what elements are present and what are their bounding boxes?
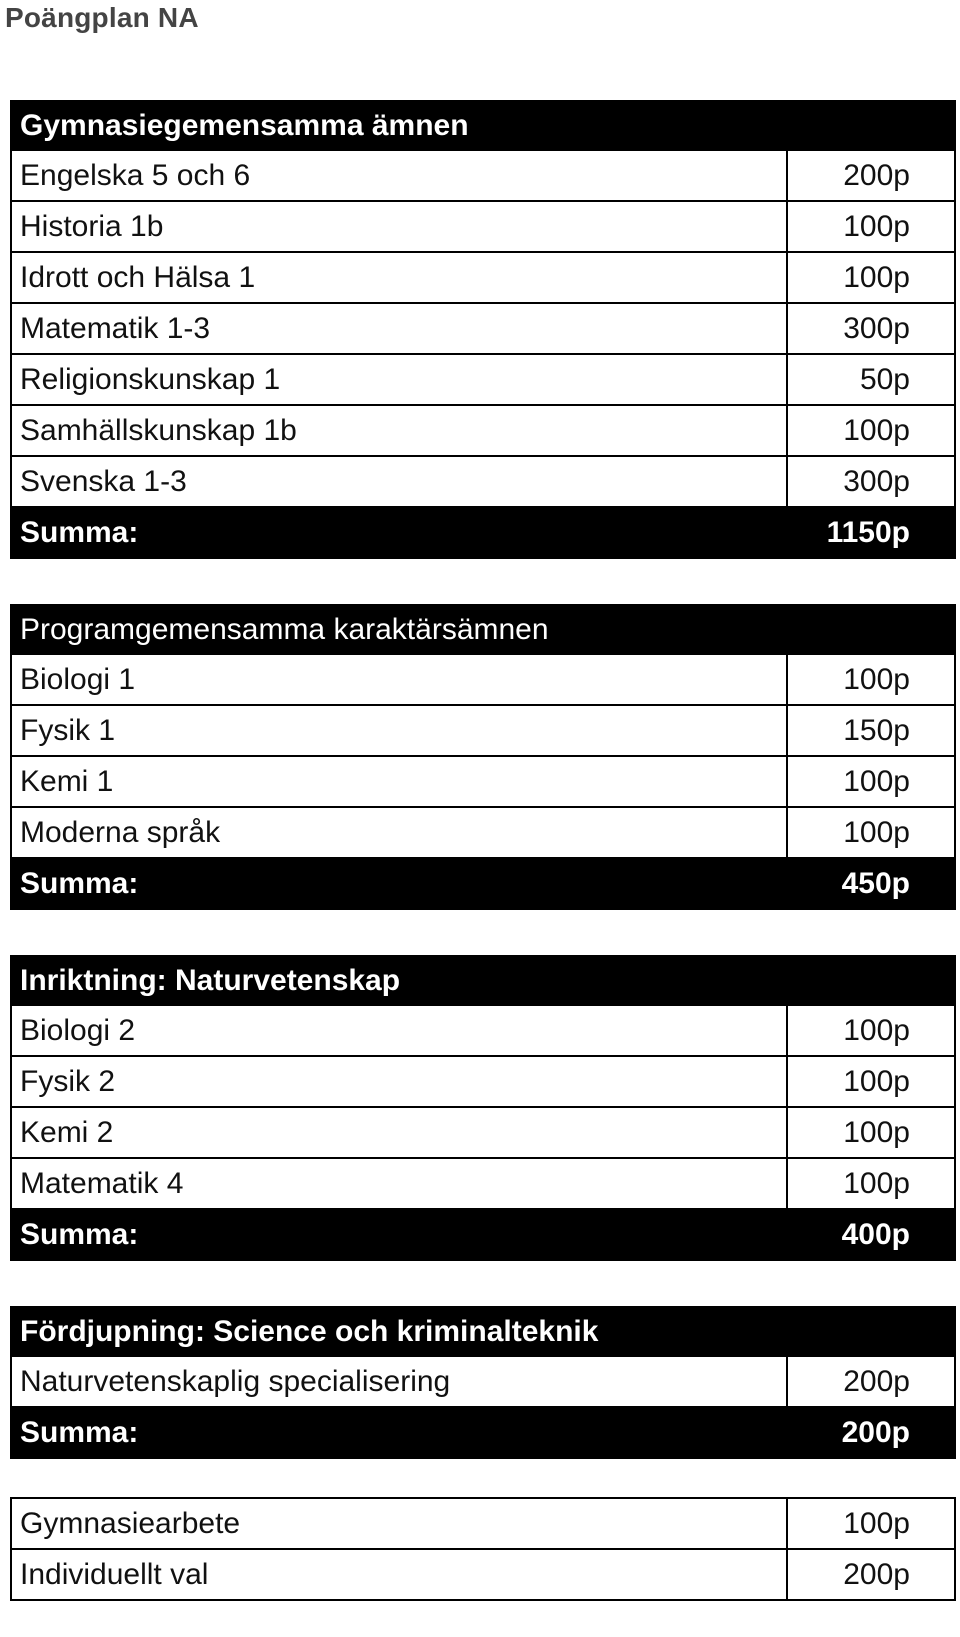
section-header-row [11, 1307, 955, 1356]
section-header-row [11, 605, 955, 654]
section-spacer [10, 559, 954, 604]
section-header-row [11, 101, 955, 150]
table-row [11, 405, 955, 456]
course-name: Fysik 1 [11, 705, 787, 756]
table-row [11, 756, 955, 807]
section-header: Gymnasiegemensamma ämnen [11, 101, 787, 150]
section-gymnasiegemensamma [10, 100, 956, 559]
course-name: Individuellt val [11, 1549, 787, 1600]
course-name: Kemi 2 [11, 1107, 787, 1158]
course-name: Kemi 1 [11, 756, 787, 807]
section-header-blank [787, 605, 955, 654]
section-header-blank [787, 101, 955, 150]
course-points: 100p [787, 1005, 955, 1056]
course-name: Religionskunskap 1 [11, 354, 787, 405]
section-header-blank [787, 956, 955, 1005]
section-inriktning [10, 955, 956, 1261]
section-fordjupning [10, 1306, 956, 1459]
course-name: Gymnasiearbete [11, 1498, 787, 1549]
table-row [11, 201, 955, 252]
section-header-blank [787, 1307, 955, 1356]
course-name: Fysik 2 [11, 1056, 787, 1107]
sum-value: 1150p [787, 507, 955, 558]
table-row [11, 1498, 955, 1549]
course-name: Idrott och Hälsa 1 [11, 252, 787, 303]
course-name: Matematik 1-3 [11, 303, 787, 354]
course-points: 150p [787, 705, 955, 756]
course-name: Naturvetenskaplig specialisering [11, 1356, 787, 1407]
course-points: 100p [787, 1498, 955, 1549]
page-title: Poängplan NA [5, 2, 199, 33]
course-points: 100p [787, 252, 955, 303]
course-points: 100p [787, 807, 955, 858]
table-row [11, 1549, 955, 1600]
table-row [11, 354, 955, 405]
sum-row [11, 1407, 955, 1458]
course-points: 50p [787, 354, 955, 405]
sum-row [11, 507, 955, 558]
sum-label: Summa: [11, 1407, 787, 1458]
course-points: 100p [787, 1056, 955, 1107]
table-row [11, 1158, 955, 1209]
section-spacer [10, 910, 954, 955]
section-header: Fördjupning: Science och kriminalteknik [11, 1307, 787, 1356]
table-row [11, 150, 955, 201]
course-points: 100p [787, 405, 955, 456]
sum-row [11, 1209, 955, 1260]
sum-label: Summa: [11, 858, 787, 909]
course-name: Engelska 5 och 6 [11, 150, 787, 201]
course-points: 300p [787, 303, 955, 354]
course-name: Historia 1b [11, 201, 787, 252]
course-points: 100p [787, 756, 955, 807]
points-plan [10, 100, 954, 1601]
course-name: Biologi 2 [11, 1005, 787, 1056]
table-row [11, 1005, 955, 1056]
section-extra [10, 1497, 956, 1601]
table-row [11, 1107, 955, 1158]
sum-label: Summa: [11, 1209, 787, 1260]
table-row [11, 807, 955, 858]
table-row [11, 1356, 955, 1407]
course-name: Samhällskunskap 1b [11, 405, 787, 456]
table-row [11, 252, 955, 303]
sum-value: 450p [787, 858, 955, 909]
table-row [11, 1056, 955, 1107]
course-name: Moderna språk [11, 807, 787, 858]
course-points: 200p [787, 1356, 955, 1407]
course-points: 100p [787, 654, 955, 705]
course-name: Matematik 4 [11, 1158, 787, 1209]
section-header-row [11, 956, 955, 1005]
course-points: 100p [787, 1158, 955, 1209]
section-spacer [10, 1261, 954, 1306]
table-row [11, 303, 955, 354]
sum-row [11, 858, 955, 909]
sum-value: 400p [787, 1209, 955, 1260]
section-spacer [10, 1459, 954, 1497]
section-header: Programgemensamma karaktärsämnen [11, 605, 787, 654]
course-points: 200p [787, 150, 955, 201]
sum-value: 200p [787, 1407, 955, 1458]
table-row [11, 456, 955, 507]
table-row [11, 705, 955, 756]
course-points: 100p [787, 201, 955, 252]
course-points: 300p [787, 456, 955, 507]
course-name: Biologi 1 [11, 654, 787, 705]
course-name: Svenska 1-3 [11, 456, 787, 507]
sum-label: Summa: [11, 507, 787, 558]
section-header: Inriktning: Naturvetenskap [11, 956, 787, 1005]
section-programgemensamma [10, 604, 956, 910]
table-row [11, 654, 955, 705]
course-points: 100p [787, 1107, 955, 1158]
course-points: 200p [787, 1549, 955, 1600]
